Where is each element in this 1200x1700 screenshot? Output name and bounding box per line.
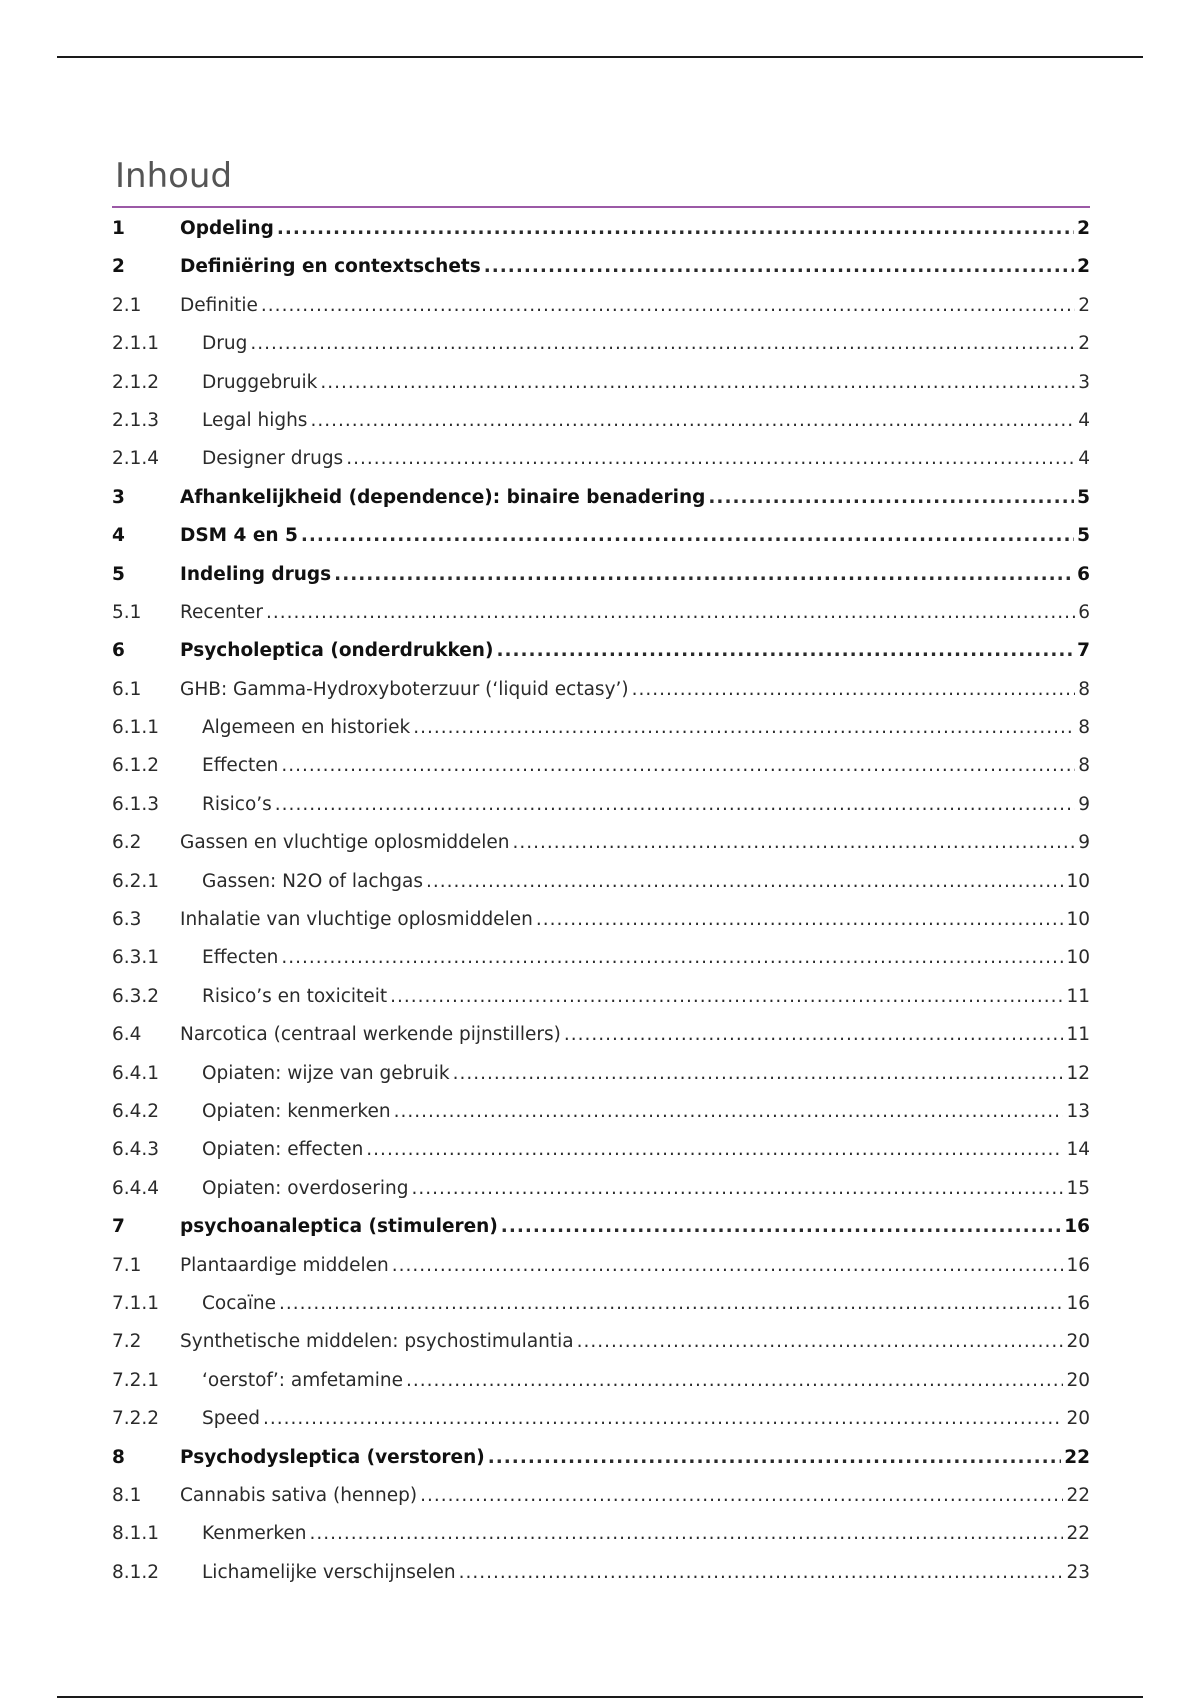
toc-entry-label: Synthetische middelen: psychostimulantia [180,1331,574,1353]
toc-entry-label: Definitie [180,294,258,316]
toc-entry-number: 8 [112,1446,125,1468]
toc-entry-number: 6.1.3 [112,793,160,815]
toc-entry[interactable] [112,1285,1090,1323]
toc-entry-label: Psychodysleptica (verstoren) [180,1446,485,1468]
toc-entry-number: 7.1.1 [112,1292,160,1314]
toc-entry-page-number: 16 [1066,1292,1090,1314]
toc-dot-leader [426,863,1063,901]
toc-entry[interactable] [112,747,1090,785]
toc-dot-leader [488,1439,1062,1477]
toc-entry-number: 6.3 [112,909,142,931]
toc-entry-number: 8.1.2 [112,1561,160,1583]
toc-entry-label: Designer drugs [202,448,344,470]
toc-entry-label: ‘oerstof’: amfetamine [202,1369,404,1391]
toc-entry-number: 7.2 [112,1331,142,1353]
toc-dot-leader [536,901,1064,939]
toc-dot-leader [501,1208,1061,1246]
toc-entry[interactable] [112,479,1090,517]
toc-entry[interactable] [112,1477,1090,1515]
toc-entry-page-number: 2 [1077,218,1090,239]
toc-entry-page-number: 9 [1078,793,1090,815]
toc-entry-list [112,210,1090,1592]
toc-entry-page-number: 4 [1078,448,1090,470]
toc-entry-number: 6.4 [112,1024,142,1046]
toc-entry-page-number: 5 [1077,525,1090,547]
toc-entry[interactable] [112,210,1090,248]
toc-entry[interactable] [112,1515,1090,1553]
toc-entry-page-number: 12 [1066,1062,1090,1084]
toc-entry-number: 7.1 [112,1254,142,1276]
toc-entry-label: Effecten [202,947,279,969]
toc-dot-leader [413,709,1075,747]
toc-dot-leader [459,1554,1064,1592]
toc-entry[interactable] [112,1362,1090,1400]
toc-entry-label: DSM 4 en 5 [180,525,298,547]
toc-entry[interactable] [112,556,1090,594]
toc-entry[interactable] [112,517,1090,555]
toc-dot-leader [390,978,1063,1016]
toc-entry[interactable] [112,632,1090,670]
toc-entry-label: GHB: Gamma-Hydroxyboterzuur (‘liquid ectasy’) [180,678,629,700]
toc-dot-leader [261,287,1075,325]
toc-entry-page-number: 10 [1066,870,1090,892]
toc-dot-leader [310,402,1075,440]
toc-entry-number: 6.1.1 [112,717,160,739]
toc-dot-leader [263,1400,1063,1438]
toc-entry-page-number: 9 [1078,832,1090,854]
toc-entry-label: Definiëring en contextschets [180,256,481,278]
toc-entry-label: Opiaten: kenmerken [202,1100,391,1122]
toc-entry-label: Inhalatie van vluchtige oplosmiddelen [180,909,533,931]
toc-entry-label: Kenmerken [202,1523,307,1545]
toc-entry-label: Afhankelijkheid (dependence): binaire benadering [180,486,706,508]
toc-entry[interactable] [112,1323,1090,1361]
toc-dot-leader [406,1362,1063,1400]
toc-dot-leader [346,440,1075,478]
toc-entry[interactable] [112,440,1090,478]
toc-dot-leader [334,556,1074,594]
toc-dot-leader [420,1477,1063,1515]
toc-entry[interactable] [112,901,1090,939]
toc-entry-page-number: 3 [1078,371,1090,393]
toc-entry-number: 7.2.1 [112,1369,160,1391]
toc-entry[interactable] [112,1016,1090,1054]
toc-entry-page-number: 6 [1078,601,1090,623]
toc-entry-label: Psycholeptica (onderdrukken) [180,640,494,662]
toc-entry-page-number: 22 [1066,1523,1090,1545]
toc-dot-leader [632,671,1076,709]
toc-dot-leader [277,210,1074,248]
toc-entry[interactable] [112,325,1090,363]
toc-entry-label: Effecten [202,755,279,777]
toc-entry[interactable] [112,1093,1090,1131]
toc-entry-number: 5.1 [112,601,142,623]
page-header-rule [57,56,1143,58]
toc-entry-label: Opdeling [180,218,274,239]
toc-entry-label: Gassen: N2O of lachgas [202,870,424,892]
toc-dot-leader [453,1055,1064,1093]
toc-entry-number: 6.2.1 [112,870,160,892]
toc-entry-label: Legal highs [202,409,308,431]
toc-entry-number: 8.1.1 [112,1523,160,1545]
toc-entry[interactable] [112,287,1090,325]
toc-entry-page-number: 10 [1066,909,1090,931]
toc-dot-leader [279,1285,1063,1323]
toc-entry-page-number: 8 [1078,755,1090,777]
page-footer-rule [57,1696,1143,1698]
toc-entry-number: 6.1 [112,678,142,700]
toc-dot-leader [310,1515,1064,1553]
toc-entry-number: 4 [112,525,125,547]
toc-entry[interactable] [112,863,1090,901]
toc-entry[interactable] [112,1554,1090,1592]
toc-dot-leader [496,632,1074,670]
toc-dot-leader [301,517,1074,555]
toc-entry-number: 7.2.2 [112,1408,160,1430]
toc-entry-page-number: 4 [1078,409,1090,431]
toc-entry-label: Cocaïne [202,1292,276,1314]
toc-entry[interactable] [112,1439,1090,1477]
toc-entry[interactable] [112,1247,1090,1285]
toc-entry-label: Opiaten: overdosering [202,1177,409,1199]
toc-entry-label: Speed [202,1408,260,1430]
toc-entry[interactable] [112,1055,1090,1093]
toc-entry-page-number: 11 [1066,985,1090,1007]
toc-entry-page-number: 2 [1078,333,1090,355]
toc-entry-page-number: 20 [1066,1369,1090,1391]
toc-entry-page-number: 15 [1066,1177,1090,1199]
toc-entry[interactable] [112,248,1090,286]
toc-entry-number: 2.1.4 [112,448,160,470]
toc-entry[interactable] [112,709,1090,747]
toc-dot-leader [281,747,1075,785]
toc-entry-number: 1 [112,218,125,239]
toc-dot-leader [512,824,1075,862]
toc-dot-leader [250,325,1075,363]
toc-entry-page-number: 20 [1066,1331,1090,1353]
toc-entry[interactable] [112,786,1090,824]
table-of-contents [112,152,1090,1592]
toc-entry-page-number: 8 [1078,678,1090,700]
toc-entry[interactable] [112,939,1090,977]
toc-dot-leader [708,479,1074,517]
toc-entry-number: 3 [112,486,125,508]
toc-entry-label: Algemeen en historiek [202,717,411,739]
toc-entry-page-number: 7 [1077,640,1090,662]
toc-entry[interactable] [112,1400,1090,1438]
toc-entry-page-number: 5 [1077,486,1090,508]
toc-dot-leader [411,1170,1063,1208]
toc-entry[interactable] [112,402,1090,440]
toc-entry-number: 6.4.1 [112,1062,160,1084]
toc-entry-number: 2.1.2 [112,371,160,393]
toc-entry-page-number: 22 [1064,1446,1090,1468]
toc-dot-leader [320,364,1075,402]
toc-entry-number: 2 [112,256,125,278]
toc-entry-page-number: 20 [1066,1408,1090,1430]
toc-entry[interactable] [112,1131,1090,1169]
toc-entry-page-number: 13 [1066,1100,1090,1122]
toc-dot-leader [484,248,1074,286]
toc-entry-label: Druggebruik [202,371,318,393]
toc-entry-page-number: 2 [1078,294,1090,316]
toc-entry-number: 6.1.2 [112,755,160,777]
toc-entry-number: 6.3.1 [112,947,160,969]
toc-dot-leader [394,1093,1064,1131]
toc-entry-page-number: 23 [1066,1561,1090,1583]
toc-entry-label: Recenter [180,601,263,623]
toc-entry-label: Plantaardige middelen [180,1254,389,1276]
toc-entry-number: 6.2 [112,832,142,854]
toc-dot-leader [392,1247,1064,1285]
toc-entry-label: Opiaten: wijze van gebruik [202,1062,450,1084]
toc-entry-page-number: 2 [1077,256,1090,278]
toc-entry-label: Risico’s en toxiciteit [202,985,388,1007]
toc-dot-leader [281,939,1063,977]
toc-dot-leader [275,786,1075,824]
toc-dot-leader [366,1131,1063,1169]
toc-entry-label: Cannabis sativa (hennep) [180,1484,418,1506]
toc-entry-label: Gassen en vluchtige oplosmiddelen [180,832,510,854]
toc-entry-number: 2.1.3 [112,409,160,431]
toc-entry-number: 2.1.1 [112,333,160,355]
toc-entry[interactable] [112,978,1090,1016]
toc-entry[interactable] [112,671,1090,709]
toc-dot-leader [577,1323,1064,1361]
toc-entry-number: 8.1 [112,1484,142,1506]
toc-title: Inhoud [115,156,233,196]
toc-dot-leader [266,594,1075,632]
toc-entry-label: Indeling drugs [180,563,332,585]
toc-entry[interactable] [112,1170,1090,1208]
toc-entry-page-number: 14 [1066,1139,1090,1161]
toc-entry-label: Drug [202,333,248,355]
toc-entry-number: 5 [112,563,125,585]
toc-entry-number: 6 [112,640,125,662]
toc-entry-number: 2.1 [112,294,142,316]
toc-entry-page-number: 16 [1064,1216,1090,1238]
toc-entry-number: 6.4.2 [112,1100,160,1122]
toc-entry[interactable] [112,824,1090,862]
toc-entry-page-number: 10 [1066,947,1090,969]
toc-entry-page-number: 11 [1066,1024,1090,1046]
toc-entry[interactable] [112,364,1090,402]
toc-entry-label: Risico’s [202,793,272,815]
toc-entry-number: 6.4.4 [112,1177,160,1199]
toc-entry-number: 6.3.2 [112,985,160,1007]
toc-entry-page-number: 22 [1066,1484,1090,1506]
toc-entry-page-number: 8 [1078,717,1090,739]
toc-entry-page-number: 6 [1077,563,1090,585]
toc-entry-label: Narcotica (centraal werkende pijnstillers) [180,1024,561,1046]
toc-entry-label: Lichamelijke verschijnselen [202,1561,456,1583]
toc-entry-page-number: 16 [1066,1254,1090,1276]
toc-entry-label: psychoanaleptica (stimuleren) [180,1216,498,1238]
toc-entry-number: 6.4.3 [112,1139,160,1161]
toc-title-underline [112,206,1090,208]
toc-entry[interactable] [112,594,1090,632]
toc-entry-label: Opiaten: effecten [202,1139,364,1161]
toc-entry[interactable] [112,1208,1090,1246]
toc-entry-number: 7 [112,1216,125,1238]
toc-dot-leader [564,1016,1064,1054]
